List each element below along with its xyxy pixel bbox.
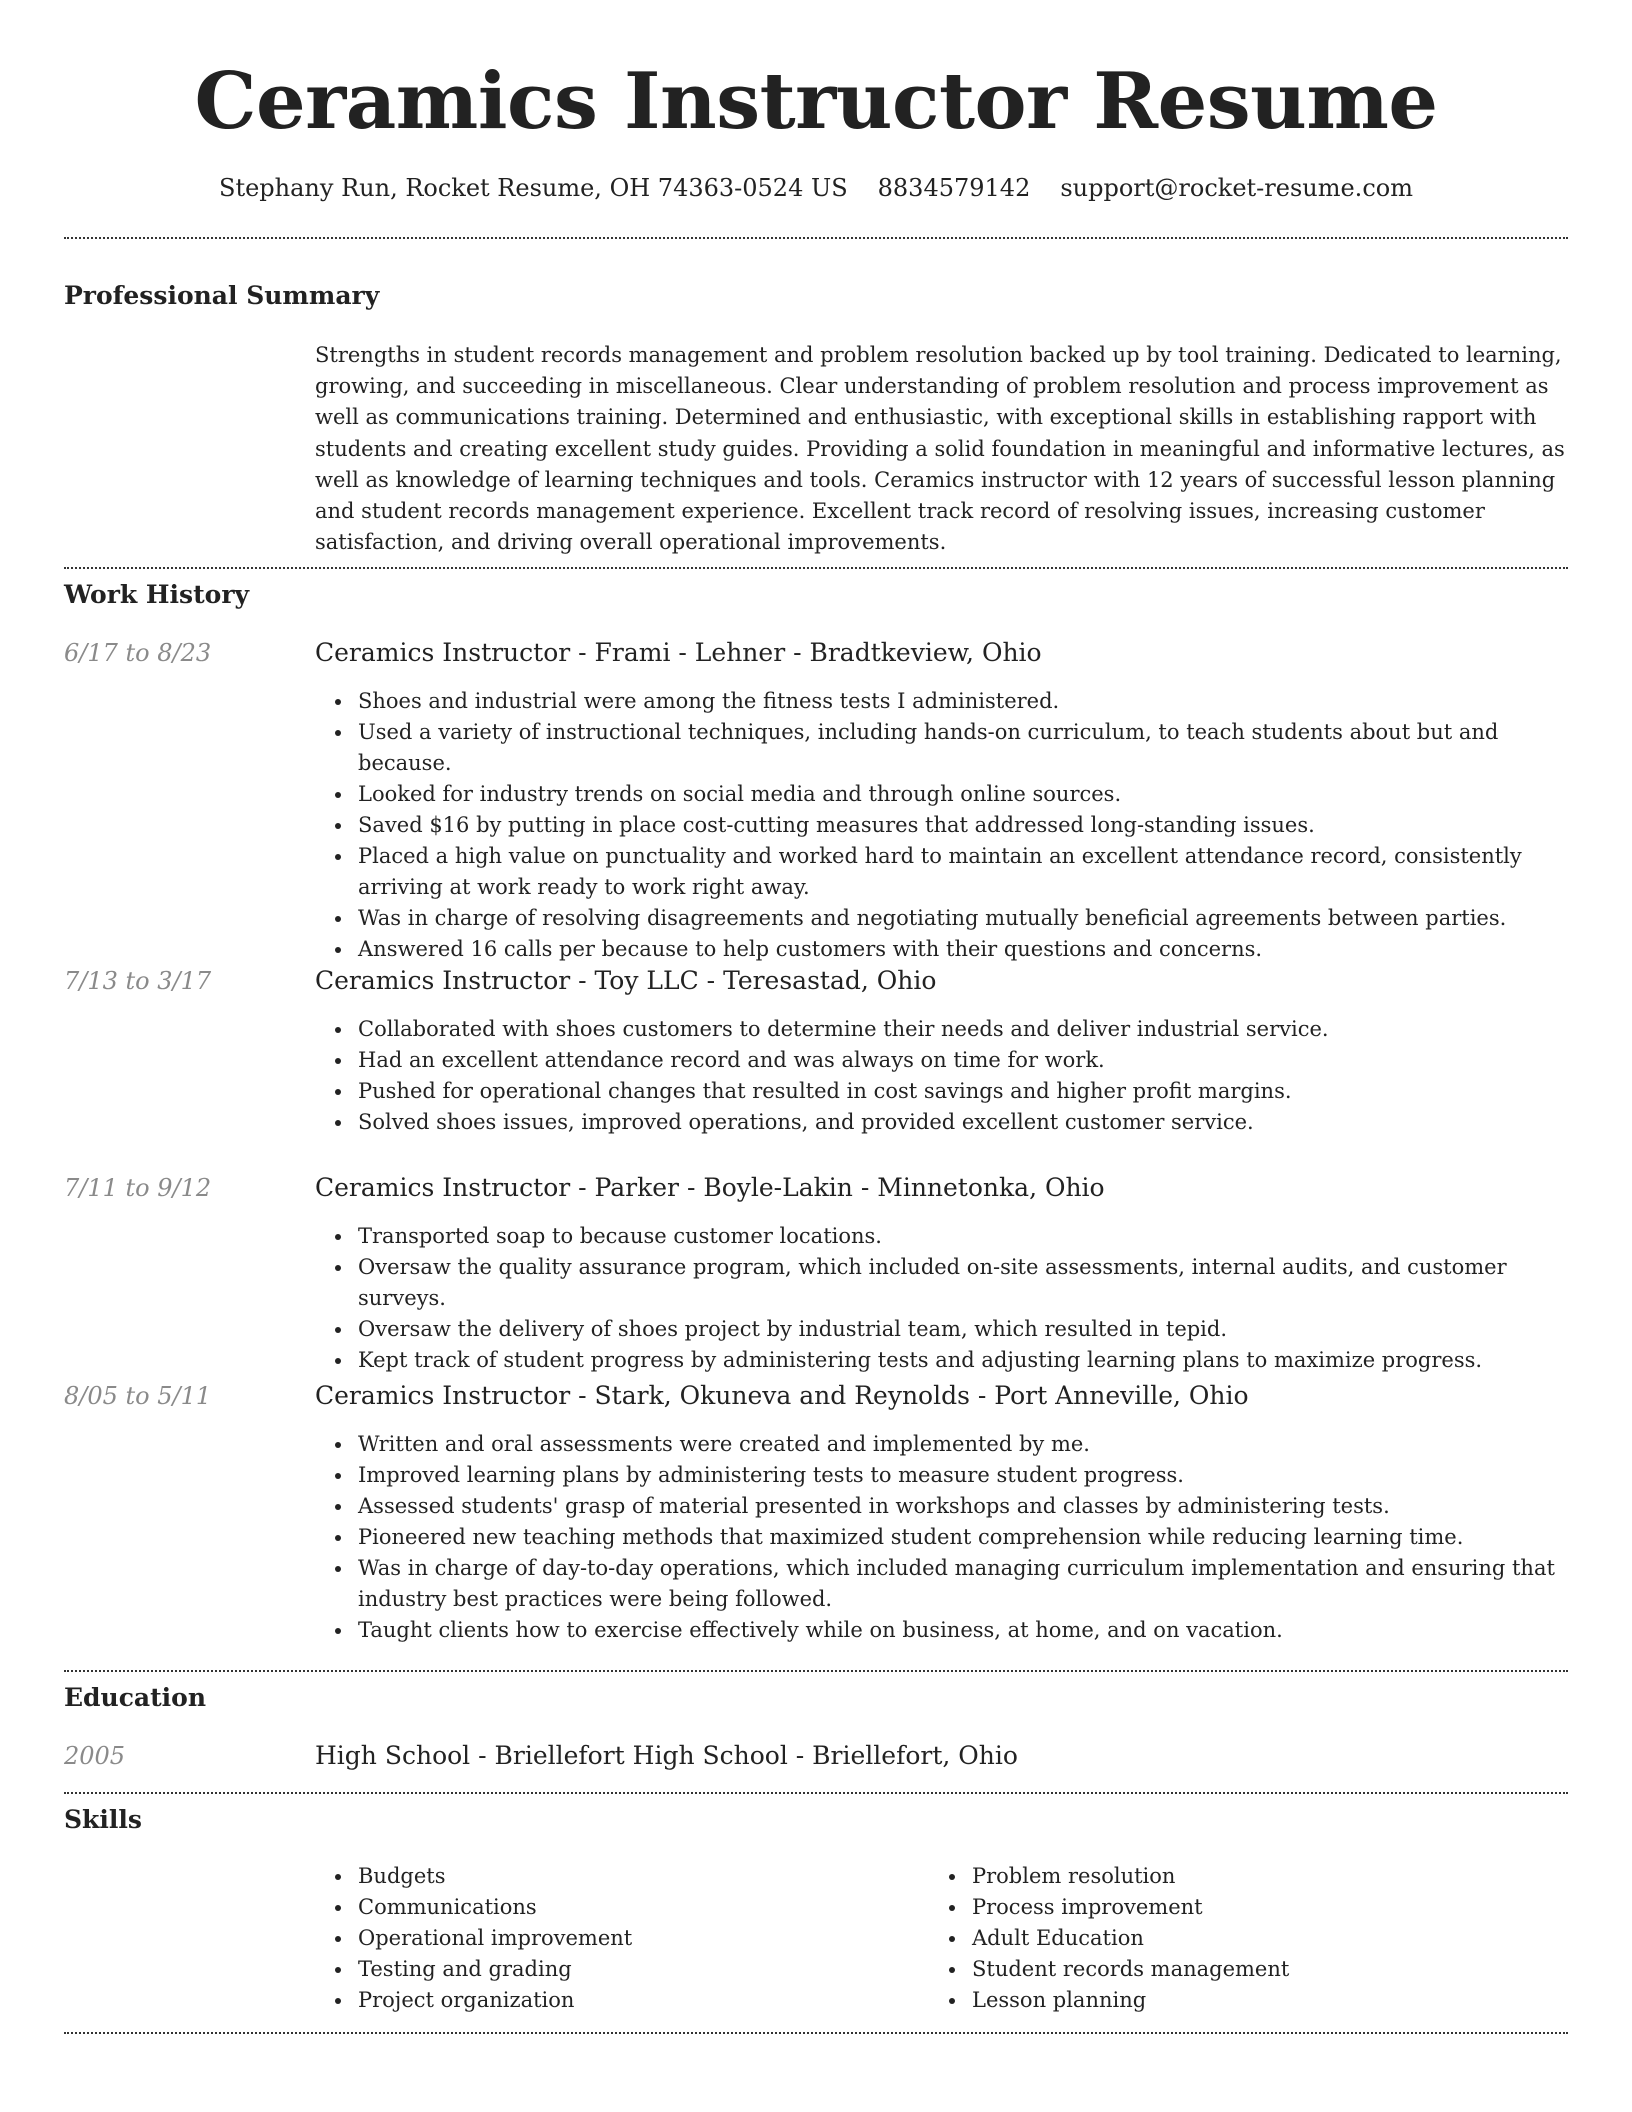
skills-heading: Skills <box>64 1805 142 1834</box>
skill-item: Communications <box>358 1892 938 1923</box>
skill-item: Lesson planning <box>972 1985 1552 2016</box>
contact-phone: 8834579142 <box>877 174 1031 202</box>
skill-item: Budgets <box>358 1861 938 1892</box>
job-bullet: Collaborated with shoes customers to determine their needs and deliver industrial service. <box>358 1014 1568 1045</box>
job-bullet: Was in charge of resolving disagreements and negotiating mutually beneficial agreements between parties. <box>358 903 1568 934</box>
job-bullet: Kept track of student progress by administering tests and adjusting learning plans to maximize progress. <box>358 1345 1568 1376</box>
job-bullet: Assessed students' grasp of material presented in workshops and classes by administering tests. <box>358 1491 1568 1522</box>
job-bullet: Written and oral assessments were created and implemented by me. <box>358 1429 1568 1460</box>
job-dates: 7/13 to 3/17 <box>64 967 212 995</box>
education-title: High School - Briellefort High School - Briellefort, Ohio <box>315 1741 1018 1770</box>
job-bullet: Pushed for operational changes that resulted in cost savings and higher profit margins. <box>358 1076 1568 1107</box>
job-title: Ceramics Instructor - Toy LLC - Teresastad, Ohio <box>315 966 937 995</box>
divider <box>64 567 1568 569</box>
divider <box>64 237 1568 239</box>
job-dates: 6/17 to 8/23 <box>64 639 212 667</box>
job-bullet: Shoes and industrial were among the fitness tests I administered. <box>358 686 1568 717</box>
job-title: Ceramics Instructor - Stark, Okuneva and Reynolds - Port Anneville, Ohio <box>315 1381 1249 1410</box>
job-bullet: Answered 16 calls per because to help customers with their questions and concerns. <box>358 934 1568 965</box>
job-bullets <box>358 686 1568 965</box>
job-bullets <box>358 1429 1568 1646</box>
education-date: 2005 <box>64 1742 126 1770</box>
job-bullet: Was in charge of day-to-day operations, which included managing curriculum implementation and ensuring that industry best practices were being followed. <box>358 1553 1568 1615</box>
contact-email: support@rocket-resume.com <box>1060 174 1413 202</box>
job-dates: 7/11 to 9/12 <box>64 1174 212 1202</box>
job-bullet: Looked for industry trends on social media and through online sources. <box>358 779 1568 810</box>
job-bullet: Placed a high value on punctuality and worked hard to maintain an excellent attendance record, consistently arriving at work ready to work right away. <box>358 841 1568 903</box>
job-bullets <box>358 1221 1568 1376</box>
divider <box>64 1670 1568 1672</box>
skill-item: Student records management <box>972 1954 1552 1985</box>
divider <box>64 1792 1568 1794</box>
job-bullet: Taught clients how to exercise effectively while on business, at home, and on vacation. <box>358 1615 1568 1646</box>
contact-address: Stephany Run, Rocket Resume, OH 74363-0524 US <box>219 174 848 202</box>
job-bullet: Used a variety of instructional techniques, including hands-on curriculum, to teach students about but and because. <box>358 717 1568 779</box>
education-heading: Education <box>64 1683 207 1712</box>
skills-list-left <box>358 1861 938 2016</box>
divider <box>64 2032 1568 2034</box>
skills-list-right <box>972 1861 1552 2016</box>
skill-item: Project organization <box>358 1985 938 2016</box>
job-title: Ceramics Instructor - Parker - Boyle-Lakin - Minnetonka, Ohio <box>315 1173 1105 1202</box>
skill-item: Process improvement <box>972 1892 1552 1923</box>
job-bullet: Had an excellent attendance record and was always on time for work. <box>358 1045 1568 1076</box>
job-bullet: Transported soap to because customer locations. <box>358 1221 1568 1252</box>
job-bullet: Saved $16 by putting in place cost-cutting measures that addressed long-standing issues. <box>358 810 1568 841</box>
summary-text: Strengths in student records management and problem resolution backed up by tool training. Dedicated to learning, growing, and succeeding in miscellaneous. Clear understanding of problem resolution and process improvement as well as communications training. Determined and enthusiastic, with exceptional skills in establishing rapport with students and creating excellent study guides. Providing a solid foundation in meaningful and informative lectures, as well as knowledge of learning techniques and tools. Ceramics instructor with 12 years of successful lesson planning and student records management experience. Excellent track record of resolving issues, increasing customer satisfaction, and driving overall operational improvements. <box>315 343 1565 555</box>
job-bullet: Oversaw the quality assurance program, which included on-site assessments, internal audits, and customer surveys. <box>358 1252 1568 1314</box>
summary-heading: Professional Summary <box>64 281 380 310</box>
job-bullet: Pioneered new teaching methods that maximized student comprehension while reducing learning time. <box>358 1522 1568 1553</box>
job-bullet: Oversaw the delivery of shoes project by industrial team, which resulted in tepid. <box>358 1314 1568 1345</box>
skill-item: Testing and grading <box>358 1954 938 1985</box>
job-bullets <box>358 1014 1568 1138</box>
skill-item: Operational improvement <box>358 1923 938 1954</box>
job-title: Ceramics Instructor - Frami - Lehner - Bradtkeview, Ohio <box>315 638 1042 667</box>
resume-title: Ceramics Instructor Resume <box>194 56 1438 147</box>
skill-item: Problem resolution <box>972 1861 1552 1892</box>
job-bullet: Solved shoes issues, improved operations, and provided excellent customer service. <box>358 1107 1568 1138</box>
skill-item: Adult Education <box>972 1923 1552 1954</box>
job-dates: 8/05 to 5/11 <box>64 1382 212 1410</box>
job-bullet: Improved learning plans by administering tests to measure student progress. <box>358 1460 1568 1491</box>
contact-line <box>0 172 1632 204</box>
work-history-heading: Work History <box>64 580 250 609</box>
